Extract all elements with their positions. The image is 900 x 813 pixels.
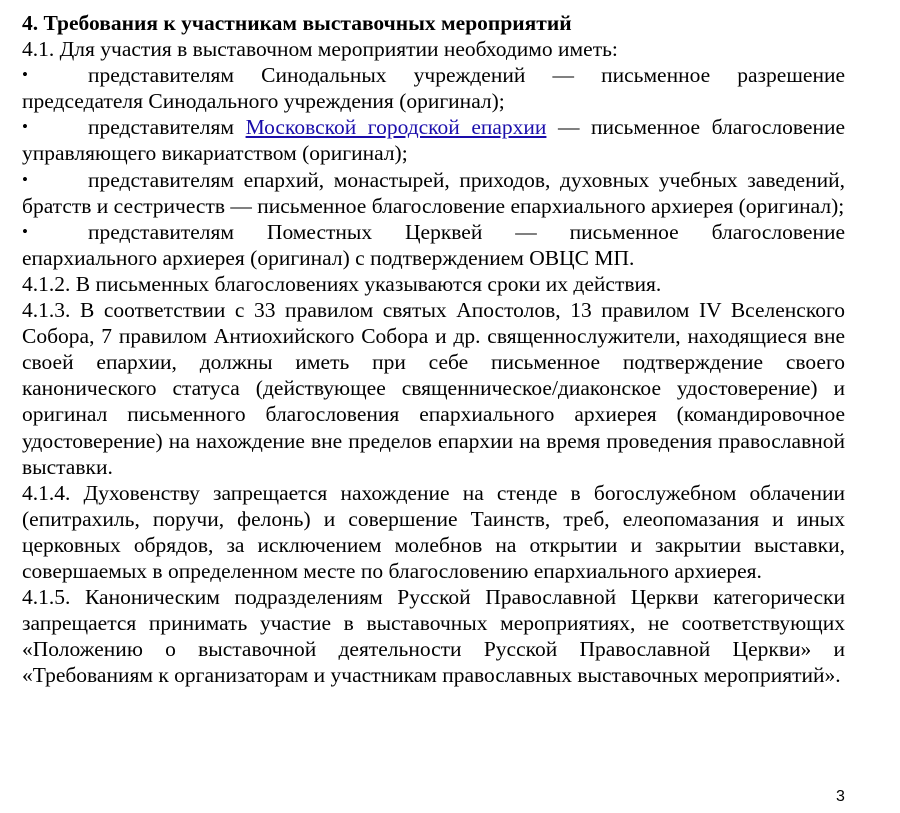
moscow-diocese-link[interactable]: Московской городской епархии bbox=[245, 115, 547, 140]
bullet-icon: • bbox=[22, 169, 28, 189]
paragraph-4-1-2: 4.1.2. В письменных благословениях указываются сроки их действия. bbox=[22, 271, 662, 296]
document-body bbox=[22, 10, 845, 688]
bullet-text: представителям епархий, монастырей, приходов, духовных учебных заведений, братств и сестричеств — письменное благословение епархиального архиерея (оригинал); bbox=[22, 167, 845, 218]
bullet-item-moscow bbox=[22, 114, 845, 166]
paragraph-4-1-4: 4.1.4. Духовенству запрещается нахождение на стенде в богослужебном облачении (епитрахиль, поручи, фелонь) и совершение Таинств, треб, елеопомазания и иных церковных обрядов, за исключением молебнов на открытии и закрытии выставки, совершаемых в определенном месте по благословению епархиального архиерея. bbox=[22, 480, 845, 583]
bullet-text: представителям Синодальных учреждений — письменное разрешение председателя Синодального учреждения (оригинал); bbox=[22, 63, 845, 114]
bullet-icon: • bbox=[22, 221, 28, 241]
bullet-prefix: представителям bbox=[88, 115, 246, 140]
paragraph-4-1-5: 4.1.5. Каноническим подразделениям Русской Православной Церкви категорически запрещается принимать участие в выставочных мероприятиях, не соответствующих «Положению о выставочной деятельности Русской Православной Церкви» и «Требованиям к организаторам и участникам православных выставочных мероприятий». bbox=[22, 585, 845, 688]
paragraph-4-1-3: 4.1.3. В соответствии с 33 правилом святых Апостолов, 13 правилом IV Вселенского Собора, 7 правилом Антиохийского Собора и др. священнослужители, находящиеся вне своей епархии, должны иметь при себе письменное подтверждение своего канонического статуса (действующее священническое/диаконское удостоверение) и оригинал письменного благословения епархиального архиерея (командировочное удостоверение) на нахождение вне пределов епархии на время проведения православной выставки. bbox=[22, 298, 845, 479]
bullet-icon: • bbox=[22, 65, 28, 85]
bullet-item-dioceses bbox=[22, 167, 845, 219]
bullet-item-synodal bbox=[22, 62, 845, 114]
bullet-item-local-churches bbox=[22, 219, 845, 271]
section-heading: 4. Требования к участникам выставочных мероприятий bbox=[22, 11, 572, 35]
bullet-text: представителям Поместных Церквей — письменное благословение епархиального архиерея (оригинал) с подтверждением ОВЦС МП. bbox=[22, 219, 845, 270]
intro-paragraph: 4.1. Для участия в выставочном мероприятии необходимо иметь: bbox=[22, 37, 618, 62]
page-number: 3 bbox=[836, 788, 845, 805]
bullet-suffix: — письменное благословение управляющего викариатством (оригинал); bbox=[22, 115, 845, 166]
bullet-icon: • bbox=[22, 117, 28, 137]
